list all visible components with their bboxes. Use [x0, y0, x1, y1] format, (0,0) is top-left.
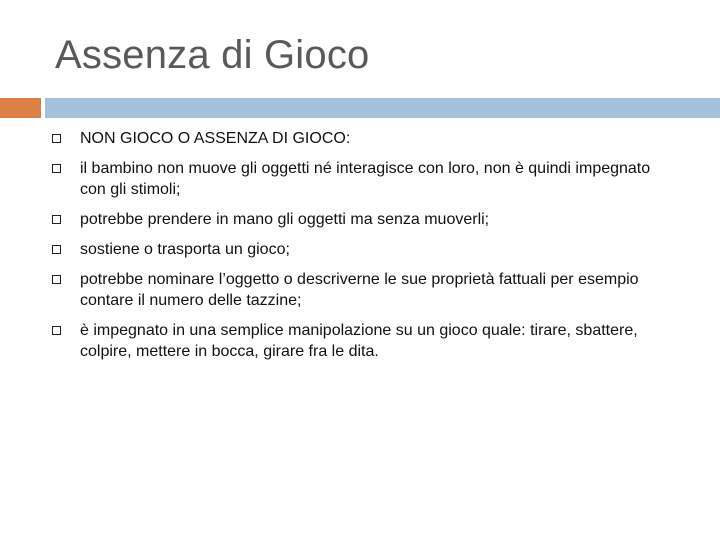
bullet-text: sostiene o trasporta un gioco;	[80, 241, 290, 258]
bullet-item	[52, 158, 672, 200]
square-bullet-icon	[52, 245, 61, 254]
bullet-item	[52, 269, 672, 311]
bullet-item	[52, 209, 672, 230]
accent-bar-blue	[45, 98, 720, 118]
bullet-text	[80, 128, 672, 149]
slide-title: Assenza di Gioco	[55, 33, 370, 77]
bullet-text: potrebbe prendere in mano gli oggetti ma senza muoverli;	[80, 211, 490, 228]
bullet-item	[52, 239, 672, 260]
bullet-item	[52, 128, 672, 149]
accent-bar-orange	[0, 98, 41, 118]
square-bullet-icon	[52, 134, 61, 143]
bullet-suffix: :	[345, 130, 351, 147]
square-bullet-icon	[52, 215, 61, 224]
bullet-item	[52, 320, 672, 362]
bullet-text: potrebbe nominare l’oggetto o descriverne le sue proprietà fattuali per esempio contare il numero delle tazzine;	[80, 271, 639, 309]
square-bullet-icon	[52, 164, 61, 173]
bullet-list	[52, 122, 672, 362]
bullet-text: è impegnato in una semplice manipolazione su un gioco quale: tirare, sbattere, colpire, mettere in bocca, girare fra le dita.	[80, 322, 638, 360]
bullet-text: il bambino non muove gli oggetti né interagisce con loro, non è quindi impegnato con gli stimoli;	[80, 160, 651, 198]
square-bullet-icon	[52, 275, 61, 284]
square-bullet-icon	[52, 326, 61, 335]
bullet-strong: NON GIOCO O ASSENZA DI GIOCO	[80, 130, 346, 147]
